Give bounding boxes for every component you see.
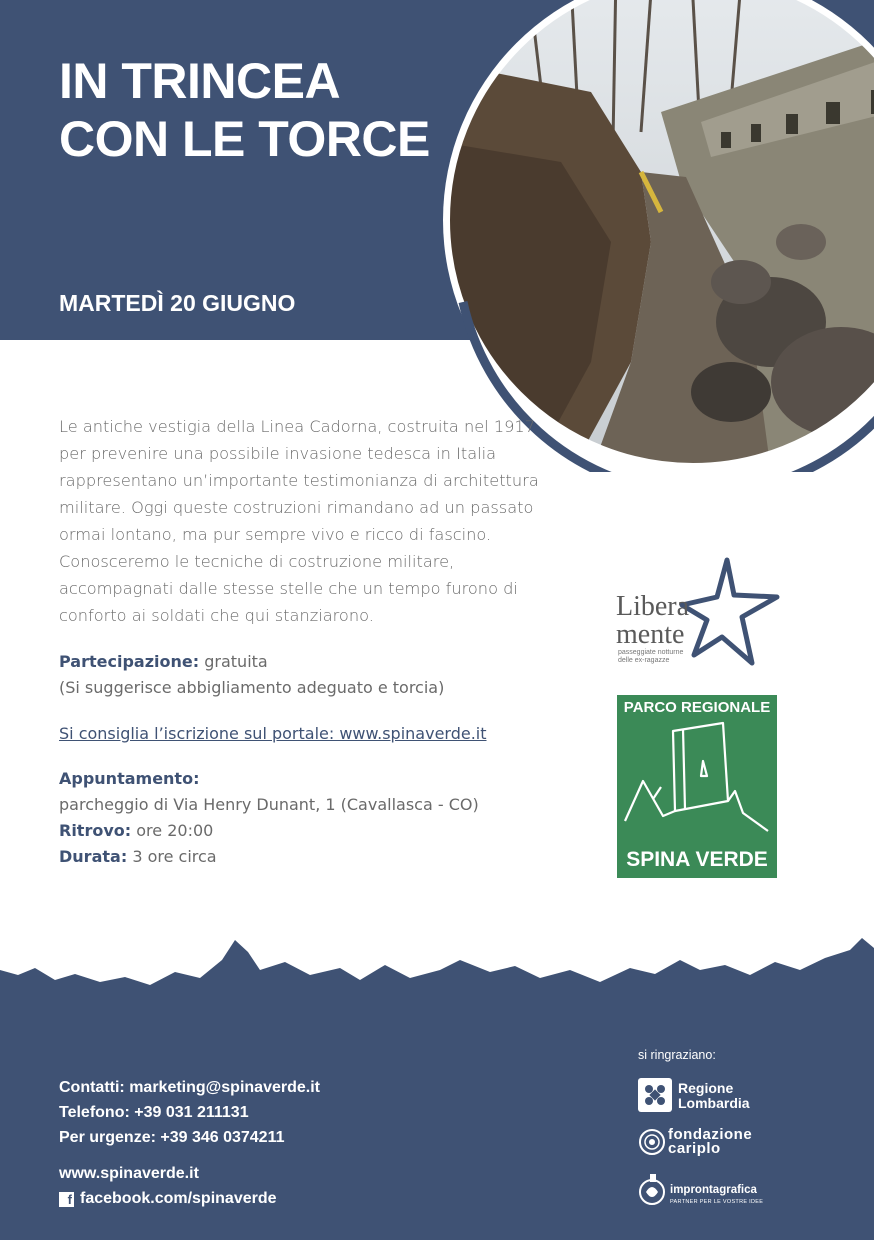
fondazione-line-1: fondazione [668,1126,753,1143]
participation-note: (Si suggerisce abbigliamento adeguato e torcia) [59,678,445,697]
liberamente-logo [612,555,792,675]
libera-word-1: Libera [616,591,690,622]
contact-emergency[interactable]: Per urgenze: +39 346 0374211 [59,1129,285,1146]
fondazione-line-2: cariplo [668,1140,721,1157]
event-date: MARTEDÌ 20 GIUGNO [59,290,296,316]
duration-label: Durata [59,847,121,866]
web-block [59,1161,277,1211]
participation-value: gratuita [204,652,268,671]
spina-verde-logo [617,695,777,878]
facebook-link[interactable] [59,1186,277,1211]
event-description: Le antiche vestigia della Linea Cadorna, costruita nel 1917 per prevenire una possibile invasione tedesca in Italia rappresentano un’importante testimonianza di architettura militare. Oggi queste costruzioni rimandano ad un passato ormai lontano, ma pur sempre vivo e ricco di fascino. Conosceremo le tecniche di costruzione militare, accompagnati dalle stesse stelle che un tempo furono di conforto ai soldati che qui stanziarono. [59,417,539,625]
contacts-block [59,1075,320,1150]
impronta-name: improntagrafica [670,1184,757,1196]
parco-top-text: PARCO REGIONALE [623,699,771,716]
appointment-label: Appuntamento: [59,769,200,788]
parco-bottom-text: SPINA VERDE [626,848,768,871]
participation-label: Partecipazione [59,652,193,671]
meeting-label: Ritrovo [59,821,125,840]
star-icon [612,555,792,675]
facebook-text: facebook.com/spinaverde [80,1190,277,1207]
regione-line-1: Regione [678,1080,734,1096]
impronta-tagline: PARTNER PER LE VOSTRE IDEE [670,1199,764,1205]
photo-ring [441,0,874,472]
website-link[interactable]: www.spinaverde.it [59,1165,199,1182]
fondazione-cariplo-icon [638,1128,666,1156]
event-title: IN TRINCEA CON LE TORCE [59,53,430,167]
libera-word-2: mente [616,619,685,650]
facebook-icon: f [59,1192,74,1207]
appointment-place: parcheggio di Via Henry Dunant, 1 (Cavallasca - CO) [59,795,479,814]
regione-lombardia-icon [638,1078,672,1112]
libera-tag-2: delle ex-ragazze [618,657,670,664]
contact-email[interactable]: Contatti: marketing@spinaverde.it [59,1079,320,1096]
contact-phone[interactable]: Telefono: +39 031 211131 [59,1104,249,1121]
libera-tag-1: passeggiate notturne [618,649,684,656]
thanks-label: si ringraziano: [638,1048,716,1062]
appointment-block: Appuntamento: parcheggio di Via Henry Dunant, 1 (Cavallasca - CO) Ritrovo: ore 20:00 Durata: 3 ore circa [59,769,479,866]
improntagrafica-icon [638,1174,668,1206]
regione-line-2: Lombardia [678,1095,750,1111]
duration-value: 3 ore circa [132,847,217,866]
participation-block: Partecipazione: gratuita (Si suggerisce abbigliamento adeguato e torcia) [59,649,444,701]
registration-link[interactable]: Si consiglia l’iscrizione sul portale: www.spinaverde.it [59,724,487,743]
meeting-value: ore 20:00 [136,821,214,840]
tower-icon [623,721,771,841]
